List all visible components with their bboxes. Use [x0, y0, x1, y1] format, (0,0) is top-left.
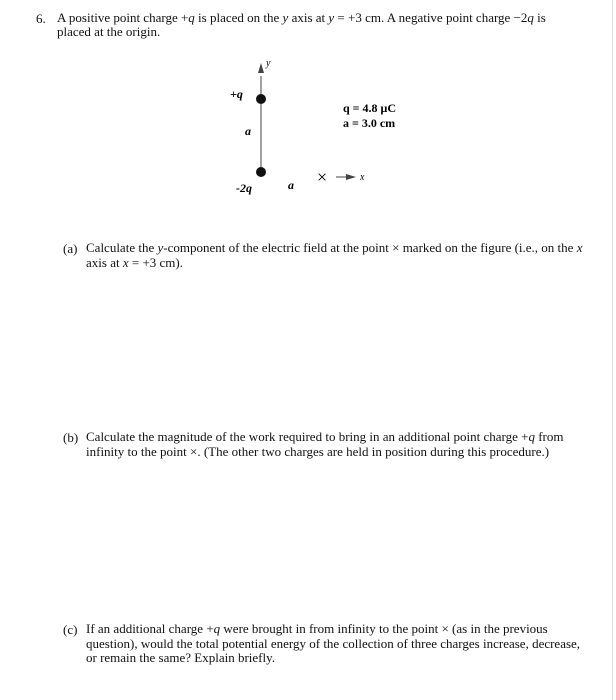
positive-charge-dot	[256, 94, 266, 104]
horizontal-spacing-label: a	[288, 178, 294, 192]
x-axis-arrowhead	[346, 174, 356, 180]
part-a-label: (a)	[63, 241, 78, 256]
part-c-text: If an additional charge +q were brought in from infinity to the point × (as in the previous question), would the total potential energy of the collection of three charges increase, decrease, or remain the same? Explain briefly.	[86, 621, 581, 665]
y-axis-label: y	[266, 58, 271, 69]
negative-charge-dot	[256, 167, 266, 177]
part-b-label: (b)	[63, 430, 79, 445]
positive-charge-label: +q	[230, 87, 243, 101]
part-b-text: Calculate the magnitude of the work required to bring in an additional point charge +q from infinity to the point ×. (The other two charges are held in position during this procedure.)	[86, 429, 564, 459]
charge-diagram	[0, 0, 616, 230]
given-charge-value: q = 4.8 μC	[343, 101, 396, 115]
question-stem: A positive point charge +q is placed on the y axis at y = +3 cm. A negative point charge −2q is placed at the origin.	[57, 10, 546, 39]
negative-charge-label: -2q	[236, 181, 252, 195]
y-axis-arrowhead	[258, 63, 264, 73]
part-c-label: (c)	[63, 622, 78, 637]
vertical-spacing-label: a	[245, 124, 251, 138]
given-spacing-value: a = 3.0 cm	[343, 116, 396, 130]
x-axis-label: x	[360, 172, 365, 183]
question-number: 6.	[36, 11, 46, 26]
part-a-text: Calculate the y-component of the electric field at the point × marked on the figure (i.e., on the x axis at x = +3 cm).	[86, 240, 583, 270]
field-point-marker: ×	[317, 167, 328, 187]
